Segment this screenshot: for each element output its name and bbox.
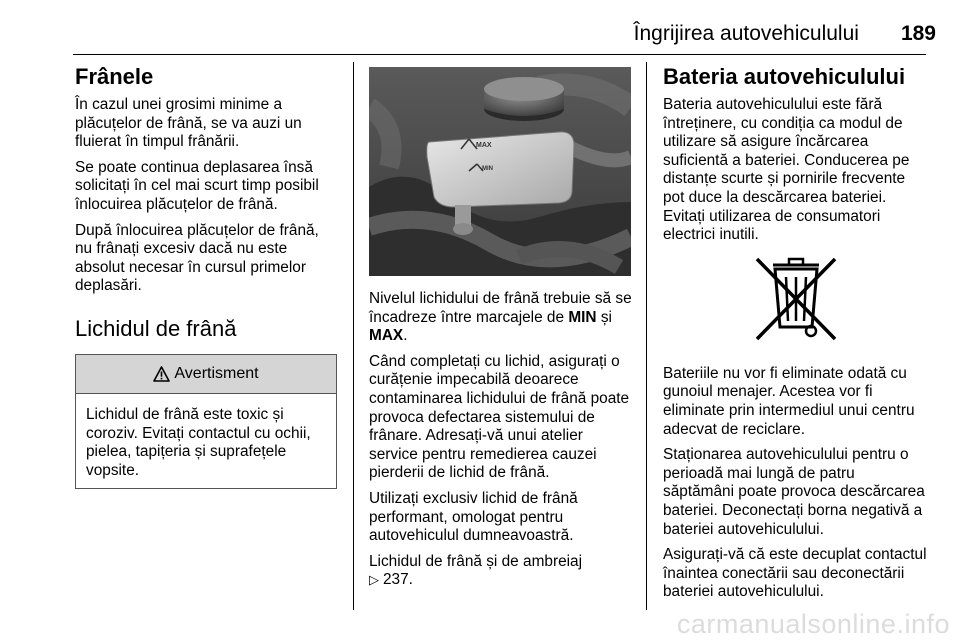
- reservoir-min-mark: MIN: [482, 166, 493, 172]
- page-reference-link[interactable]: 237.: [383, 571, 413, 589]
- paragraph: Se poate continua deplasarea însă solicitați în cel mai scurt timp posibil înlocuirea plăcuțelor de frână.: [75, 158, 319, 213]
- page-header-title: Îngrijirea autovehiculului: [633, 22, 859, 45]
- reservoir-max-mark: MAX: [476, 142, 492, 149]
- paragraph: După înlocuirea plăcuțelor de frână, nu frânați excesiv dacă nu este absolut necesar în cursul primelor deplasări.: [75, 221, 319, 295]
- column-divider-right: [646, 62, 647, 610]
- paragraph: În cazul unei grosimi minime a plăcuțelor de frână, se va auzi un fluierat în timpul frânării.: [75, 96, 302, 151]
- header-rule: [73, 54, 926, 55]
- warning-triangle-icon: [153, 366, 170, 382]
- paragraph: Staționarea autovehiculului pentru o perioadă mai lungă de patru săptămâni poate provoca descărcarea bateriei. Deconectați borna negativă a bateriei autovehiculului.: [663, 446, 925, 538]
- section-title-brakes: Frânele: [75, 64, 154, 89]
- text-run: .: [403, 327, 408, 345]
- warning-header: [76, 355, 336, 394]
- paragraph: Utilizați exclusiv lichid de frână performant, omologat pentru autovehiculul dumneavoastră.: [369, 489, 578, 545]
- subsection-title-brake-fluid: Lichidul de frână: [75, 315, 237, 341]
- arrow-reference-icon: ▷: [369, 572, 379, 588]
- watermark: carmanualsonline.info: [676, 609, 950, 639]
- paragraph: Bateriile nu vor fi eliminate odată cu gunoiul menajer. Acestea vor fi eliminate prin intermediul unui centru adecvat de reciclare.: [663, 364, 915, 438]
- crossed-out-bin-icon: [751, 253, 841, 347]
- paragraph: Bateria autovehiculului este fără întreținere, cu condiția ca modul de utilizare să asigure încărcarea suficientă a bateriei. Conducerea pe distanțe scurte și pornirile frecvente pot duce la descărcarea bateriei. Evitați utilizarea de consumatori electrici inutili.: [663, 96, 910, 244]
- min-mark-label: MIN: [568, 308, 597, 326]
- paragraph: Când completați cu lichid, asigurați o curățenie impecabilă deoarece contaminarea lichidului de frână poate provoca defectarea sistemului de frânare. Adresați-vă unui atelier service pentru remedierea cauzei pierderii de lichid de frână.: [369, 352, 630, 482]
- warning-text: Lichidul de frână este toxic și coroziv. Evitați contactul cu ochii, pielea, tapițeria și suprafețele vopsite.: [86, 405, 311, 479]
- column-battery: [663, 60, 928, 609]
- warning-box: [75, 354, 337, 489]
- column-divider-left: [353, 62, 354, 610]
- paragraph: Asigurați-vă că este decuplat contactul înaintea conectării sau deconectării bateriei autovehiculului.: [663, 546, 927, 601]
- page-number: 189: [900, 22, 936, 45]
- text-run: Lichidul de frână și de ambreiaj: [369, 552, 583, 570]
- column-brakes: [75, 60, 337, 489]
- paragraph-min-max: [369, 290, 632, 346]
- column-brake-fluid: [369, 290, 632, 597]
- paragraph-reference: [369, 553, 632, 590]
- text-run: Nivelul lichidului de frână trebuie să se încadreze între marcajele de: [369, 290, 632, 326]
- max-mark-label: MAX: [369, 327, 404, 345]
- text-run: și: [596, 308, 612, 326]
- warning-title: Avertisment: [174, 364, 259, 382]
- section-title-battery: Bateria autovehiculului: [663, 64, 906, 89]
- page-header: [0, 22, 936, 46]
- brake-fluid-reservoir-photo: [369, 67, 631, 276]
